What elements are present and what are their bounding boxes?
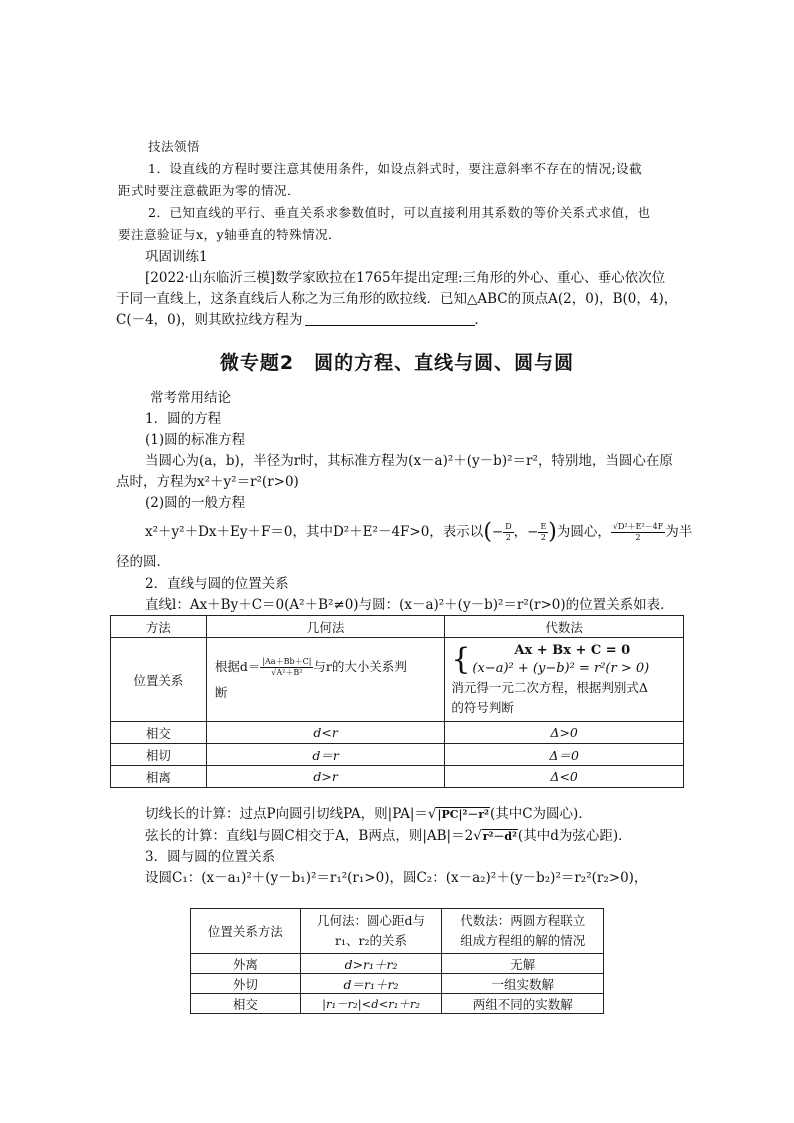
table2-header-method: 位置关系方法 <box>191 909 301 954</box>
table2-row-external <box>191 954 604 974</box>
distance-frac-num: |Aa＋Bb＋C| <box>262 656 312 666</box>
table1-geo-cell: d>r <box>206 766 445 788</box>
alg-line2: 的符号判断 <box>451 699 514 715</box>
frac-radius-num: √D²＋E²－4F <box>612 522 664 531</box>
table1-row-label: 位置关系 <box>111 638 207 722</box>
equation-line-1: Ax + Bx + C = 0 <box>514 642 631 658</box>
table1-method-row <box>111 638 684 722</box>
table2-header-alg-line2: 组成方程组的解的情况 <box>460 933 586 948</box>
table1-header-alg: 代数法 <box>445 616 684 638</box>
table1-geo-cell: d<r <box>206 722 445 744</box>
frac-d-num: D <box>505 522 512 531</box>
table2-alg-cell: 一组实数解 <box>442 974 604 994</box>
table2-header-row <box>191 909 604 954</box>
frac-e-num: E <box>540 522 547 531</box>
table1-geo-method <box>206 638 445 722</box>
chord-suffix: (其中d为弦心距)． <box>517 828 632 844</box>
general-eq-line1: x²＋y²＋Dx＋Ey＋F＝0，其中D²＋E²－4F>0，表示以(− $\frac{D}{2}$ ，− $\frac{E}{2}$ )为圆心， $\frac{\text{√D²＋E²－4F}}{2}$ 为半 <box>145 519 693 545</box>
frac-d-den: 2 <box>505 533 511 542</box>
table1-row-separate <box>111 766 684 788</box>
table2-alg-cell: 两组不同的实数解 <box>442 994 604 1014</box>
table1-row-intersect <box>111 722 684 744</box>
table1-header-row <box>111 616 684 638</box>
exercise-line3 <box>116 310 488 330</box>
table1-row-label-cell: 相交 <box>111 722 207 744</box>
distance-frac-den: √A²＋B² <box>271 667 303 677</box>
table2-geo-cell: |r₁－r₂|<d<r₁＋r₂ <box>300 994 442 1014</box>
table2-header-geo <box>300 909 442 954</box>
alg-line1: 消元得一元二次方程，根据判别式Δ <box>451 679 648 695</box>
geo-suffix: 与r的大小关系判 <box>313 658 407 674</box>
subsection-1-1: (1)圆的标准方程 <box>145 432 246 448</box>
tangent-prefix: 切线长的计算：过点P向圆引切线PA，则|PA|＝ <box>145 806 428 822</box>
subsection-1: 1．圆的方程 <box>145 411 222 427</box>
conclusions-title: 常考常用结论 <box>150 390 231 406</box>
table1-row-label-cell: 相切 <box>111 744 207 766</box>
equation-system <box>451 642 679 678</box>
chord-prefix: 弦长的计算：直线l与圆C相交于A，B两点，则|AB|＝2 <box>145 828 474 844</box>
chord-sqrt: r²－d² <box>482 830 517 843</box>
table2-row-intersect <box>191 994 604 1014</box>
equation-lines <box>472 642 649 678</box>
tangent-sqrt: |PC|²－r² <box>437 808 489 821</box>
table1-row-tangent <box>111 744 684 766</box>
tangent-suffix: (其中C为圆心)． <box>489 806 592 822</box>
circle-circle-table <box>190 908 604 1014</box>
standard-eq-line2: 点时，方程为x²＋y²＝r²(r>0) <box>116 474 299 490</box>
table2-row-label-cell: 外切 <box>191 974 301 994</box>
tangent-length-line: 切线长的计算：过点P向圆引切线PA，则|PA|＝√|PC|²－r²(其中C为圆心)． <box>145 806 592 822</box>
tips-item2-line1: 2．已知直线的平行、垂直关系求参数值时，可以直接利用其系数的等价关系式求值，也 <box>148 205 651 220</box>
frac-radius <box>611 522 665 543</box>
general-eq-suffix: 为半 <box>665 524 693 540</box>
tips-title: 技法领悟 <box>148 139 201 154</box>
exercise-title: 巩固训练1 <box>145 249 208 265</box>
table1-alg-cell: Δ＝0 <box>445 744 684 766</box>
table2-header-alg-line1: 代数法：两圆方程联立 <box>460 913 586 928</box>
left-paren: ( <box>483 519 492 545</box>
exercise-line3-text: C(－4，0)，则其欧拉线方程为 <box>116 312 303 328</box>
exercise-line2: 于同一直线上，这条直线后人称之为三角形的欧拉线．已知△ABC的顶点A(2，0)，B(0，4)， <box>116 291 678 307</box>
table2-row-label-cell: 外离 <box>191 954 301 974</box>
exercise-line1: [2022·山东临沂三模]数学家欧拉在1765年提出定理:三角形的外心、重心、垂心依次位 <box>145 270 666 286</box>
table1-alg-cell: Δ<0 <box>445 766 684 788</box>
exercise-line3-end: ． <box>474 312 489 328</box>
table2-header-alg <box>442 909 604 954</box>
frac-radius-den: 2 <box>635 533 641 542</box>
table2-alg-cell: 无解 <box>442 954 604 974</box>
distance-frac <box>260 657 313 678</box>
table1-alg-cell: Δ>0 <box>445 722 684 744</box>
tips-item1-line1: 1．设直线的方程时要注意其使用条件，如设点斜式时，要注意斜率不存在的情况;设截 <box>148 161 643 176</box>
geo-line2: 断 <box>214 684 228 700</box>
general-eq-line2: 径的圆． <box>116 554 170 570</box>
table2-row-label-cell: 相交 <box>191 994 301 1014</box>
subsection-2: 2．直线与圆的位置关系 <box>145 576 289 592</box>
table1-alg-method <box>445 638 684 722</box>
frac-e-den: 2 <box>540 533 546 542</box>
right-paren: ) <box>548 519 557 545</box>
table1-header-geo: 几何法 <box>206 616 445 638</box>
subsection-1-2: (2)圆的一般方程 <box>145 495 246 511</box>
chord-length-line: 弦长的计算：直线l与圆C相交于A，B两点，则|AB|＝2√r²－d²(其中d为弦心距)． <box>145 828 632 844</box>
subsection-2-intro: 直线l：Ax＋By＋C＝0(A²＋B²≠0)与圆：(x－a)²＋(y－b)²＝r²(r>0)的位置关系如表． <box>145 597 674 613</box>
frac-e-over-2 <box>538 522 548 543</box>
general-eq-prefix: x²＋y²＋Dx＋Ey＋F＝0，其中D²＋E²－4F>0，表示以 <box>145 524 484 540</box>
table1-header-method: 方法 <box>111 616 207 638</box>
standard-eq-line1: 当圆心为(a，b)，半径为r时，其标准方程为(x－a)²＋(y－b)²＝r²，特别地，当圆心在原 <box>145 453 673 469</box>
table2-header-geo-line1: 几何法：圆心距d与 <box>317 913 426 928</box>
frac-d-over-2 <box>503 522 513 543</box>
geo-prefix: 根据d＝ <box>214 658 261 674</box>
subsection-3-intro: 设圆C₁：(x－a₁)²＋(y－b₁)²＝r₁²(r₁>0)，圆C₂：(x－a₂)²＋(y－b₂)²＝r₂²(r₂>0)， <box>145 870 648 886</box>
tips-item2-line2: 要注意验证与x，y轴垂直的特殊情况． <box>118 227 342 242</box>
table2-row-tangent <box>191 974 604 994</box>
answer-blank[interactable] <box>305 311 475 326</box>
line-circle-table <box>110 615 684 788</box>
table1-row-label-cell: 相离 <box>111 766 207 788</box>
table2-geo-cell: d>r₁＋r₂ <box>300 954 442 974</box>
general-eq-mid: 为圆心， <box>556 524 611 540</box>
left-brace: { <box>451 641 471 677</box>
table2-geo-cell: d＝r₁＋r₂ <box>300 974 442 994</box>
tips-item1-line2: 距式时要注意截距为零的情况． <box>118 183 301 198</box>
subsection-3: 3．圆与圆的位置关系 <box>145 849 276 865</box>
table1-geo-cell: d＝r <box>206 744 445 766</box>
equation-line-2: (x−a)² + (y−b)² = r²(r > 0) <box>472 660 650 676</box>
table2-header-geo-line2: r₁、r₂的关系 <box>335 933 408 948</box>
section-title: 微专题2 圆的方程、直线与圆、圆与圆 <box>219 352 575 374</box>
